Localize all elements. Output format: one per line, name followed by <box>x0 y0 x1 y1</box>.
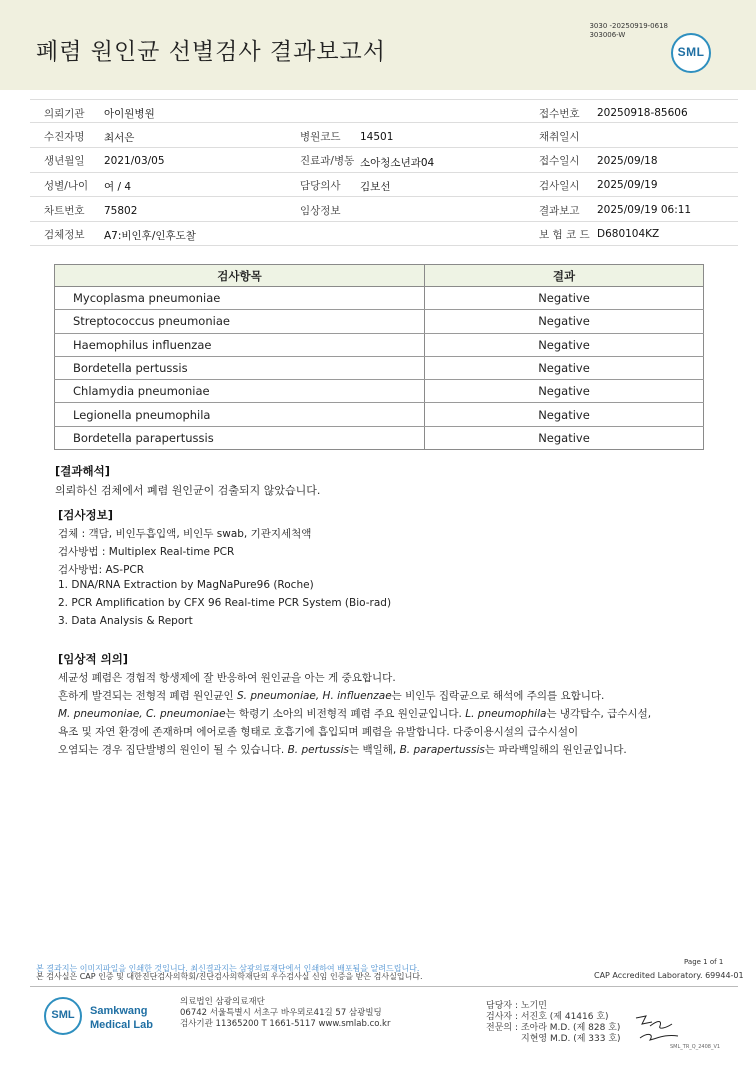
institution-value: 아이원병원 <box>104 108 155 120</box>
divider <box>30 99 738 100</box>
staff-line: 지현영 M.D. (제 333 호) <box>521 1034 621 1044</box>
col-result-header: 결과 <box>425 265 704 287</box>
test-result: Negative <box>425 310 704 333</box>
interpretation-heading: [결과해석] <box>55 464 110 478</box>
report-value: 2025/09/19 06:11 <box>597 204 692 216</box>
test-result: Negative <box>425 403 704 426</box>
insurance-value: D680104KZ <box>597 228 660 240</box>
staff-line: 전문의 : 조아라 M.D. (제 828 호) <box>486 1023 621 1033</box>
doctor-value: 김보선 <box>360 181 391 193</box>
divider <box>30 147 738 148</box>
footer-address-line: 06742 서울특별시 서초구 바우뫼로41길 57 삼광빌딩 <box>180 1008 382 1018</box>
accreditation-notice: 본 검사실은 CAP 인증 및 대한진단검사의학회/진단검사의학재단의 우수검사실 신임 인증을 받은 검사실입니다. <box>36 972 423 981</box>
form-id: SML_TR_Q_2408_V1 <box>670 1044 721 1050</box>
sml-logo-text: SML <box>677 45 705 59</box>
footer-address-line: 검사기관 11365200 T 1661-5117 www.smlab.co.kr <box>180 1019 391 1029</box>
chart-value: 75802 <box>104 205 138 217</box>
clinical-text: 는 냉각탑수, 급수시설, <box>546 708 652 720</box>
divider <box>30 172 738 173</box>
clinical-line-5 <box>58 742 627 757</box>
patient-value: 최서은 <box>104 132 135 144</box>
footer-org-name <box>90 1004 153 1032</box>
test-result: Negative <box>425 287 704 310</box>
test-result: Negative <box>425 380 704 403</box>
divider <box>30 221 738 222</box>
clinical-text: 는 파라백일해의 원인균입니다. <box>484 744 627 756</box>
test-info-line: 검체 : 객담, 비인두흡입액, 비인두 swab, 기관지세척액 <box>58 528 312 540</box>
clinical-label: 임상정보 <box>300 205 341 217</box>
patient-label: 수진자명 <box>44 131 85 143</box>
table-row <box>55 426 704 449</box>
test-info-line: 검사방법 : Multiplex Real-time PCR <box>58 546 235 558</box>
dept-label: 진료과/병동 <box>300 155 355 167</box>
test-info-line: 1. DNA/RNA Extraction by MagNaPure96 (Roche) <box>58 579 314 591</box>
receipt-no-label: 접수번호 <box>539 108 580 120</box>
page-number: Page 1 of 1 <box>684 958 724 966</box>
divider <box>30 986 738 987</box>
clinical-line-4: 욕조 및 자연 환경에 존재하며 에어로졸 형태로 호흡기에 흡입되며 폐렴을 유발합니다. 다중이용시설의 급수시설이 <box>58 726 579 738</box>
test-result: Negative <box>425 356 704 379</box>
dob-value: 2021/03/05 <box>104 155 165 167</box>
organism-names: L. pneumophila <box>465 708 547 720</box>
clinical-text: 는 비인두 집락균으로 해석에 주의를 요합니다. <box>391 690 605 702</box>
divider <box>30 245 738 246</box>
organism-names: B. parapertussis <box>399 744 485 756</box>
table-row <box>55 287 704 310</box>
report-code-line2: 303006-W <box>589 31 626 39</box>
report-label: 결과보고 <box>539 205 580 217</box>
test-item: Haemophilus influenzae <box>55 333 425 356</box>
clinical-text: 는 학령기 소아의 비전형적 폐렴 주요 원인균입니다. <box>225 708 466 720</box>
clinical-line-1: 세균성 폐렴은 경험적 항생제에 잘 반응하여 원인균을 아는 게 중요합니다. <box>58 672 396 684</box>
cap-accreditation: CAP Accredited Laboratory. 69944-01 <box>594 971 744 980</box>
results-header-row <box>55 265 704 287</box>
test-item: Bordetella parapertussis <box>55 426 425 449</box>
receipt-no-value: 20250918-85606 <box>597 107 688 119</box>
test-info-line: 3. Data Analysis & Report <box>58 615 193 627</box>
insurance-label: 보 험 코 드 <box>539 229 590 241</box>
test-date-label: 검사일시 <box>539 180 580 192</box>
test-result: Negative <box>425 426 704 449</box>
report-code <box>589 22 668 40</box>
footer-org-name-2: Medical Lab <box>90 1019 153 1031</box>
organism-names: S. pneumoniae, H. influenzae <box>236 690 392 702</box>
table-row <box>55 403 704 426</box>
table-row <box>55 333 704 356</box>
test-item: Bordetella pertussis <box>55 356 425 379</box>
clinical-line-3 <box>58 706 651 721</box>
footer-staff <box>486 1001 621 1045</box>
signature-icon <box>632 1010 684 1044</box>
specimen-value: A7:비인후/인후도찰 <box>104 230 196 242</box>
results-table <box>54 264 704 450</box>
test-result: Negative <box>425 333 704 356</box>
test-info-line: 검사방법: AS-PCR <box>58 564 145 576</box>
chart-label: 차트번호 <box>44 205 85 217</box>
clinical-text: 흔하게 발견되는 전형적 폐렴 원인균인 <box>58 690 237 702</box>
sexage-value: 여 / 4 <box>104 181 132 193</box>
clinical-text: 는 백일해, <box>348 744 400 756</box>
test-info-line: 2. PCR Amplification by CFX 96 Real-time PCR System (Bio-rad) <box>58 597 392 609</box>
doctor-label: 담당의사 <box>300 180 341 192</box>
test-item: Legionella pneumophila <box>55 403 425 426</box>
collect-date-label: 채취일시 <box>539 131 580 143</box>
test-info-heading: [검사정보] <box>58 508 113 522</box>
clinical-heading: [임상적 의의] <box>58 652 129 666</box>
hospital-code-value: 14501 <box>360 131 394 143</box>
sexage-label: 성별/나이 <box>44 180 89 192</box>
footer-address <box>180 997 390 1030</box>
test-date-value: 2025/09/19 <box>597 179 658 191</box>
specimen-label: 검체정보 <box>44 229 85 241</box>
table-row <box>55 356 704 379</box>
report-title: 폐렴 원인균 선별검사 결과보고서 <box>36 39 386 65</box>
institution-label: 의뢰기관 <box>44 108 85 120</box>
col-item-header: 검사항목 <box>55 265 425 287</box>
clinical-line-2 <box>58 688 604 703</box>
hospital-code-label: 병원코드 <box>300 131 341 143</box>
report-code-line1: 3030 -20250919-0618 <box>589 22 668 30</box>
interpretation-text: 의뢰하신 검체에서 폐렴 원인균이 검출되지 않았습니다. <box>55 484 321 497</box>
test-item: Streptococcus pneumoniae <box>55 310 425 333</box>
organism-names: B. pertussis <box>287 744 349 756</box>
dept-value: 소아청소년과04 <box>360 157 435 169</box>
footer-org-name-1: Samkwang <box>90 1005 148 1017</box>
footer-logo-text: SML <box>51 1009 75 1021</box>
footer-address-line: 의료법인 삼광의료재단 <box>180 997 265 1007</box>
image-print-notice: 본 결과지는 이미지파일을 인쇄한 것입니다. 최신결과지는 삼광의료재단에서 인쇄하여 배포됨을 알려드립니다. <box>36 964 420 973</box>
staff-line: 담당자 : 노기민 <box>486 1001 547 1011</box>
organism-names: M. pneumoniae, C. pneumoniae <box>58 708 226 720</box>
table-row <box>55 380 704 403</box>
receipt-date-value: 2025/09/18 <box>597 155 658 167</box>
clinical-text: 오염되는 경우 집단발병의 원인이 될 수 있습니다. <box>58 744 288 756</box>
test-item: Chlamydia pneumoniae <box>55 380 425 403</box>
staff-line: 검사자 : 서진호 (제 41416 호) <box>486 1012 609 1022</box>
test-item: Mycoplasma pneumoniae <box>55 287 425 310</box>
divider <box>30 196 738 197</box>
divider <box>30 122 738 123</box>
dob-label: 생년월일 <box>44 155 85 167</box>
table-row <box>55 310 704 333</box>
receipt-date-label: 접수일시 <box>539 155 580 167</box>
